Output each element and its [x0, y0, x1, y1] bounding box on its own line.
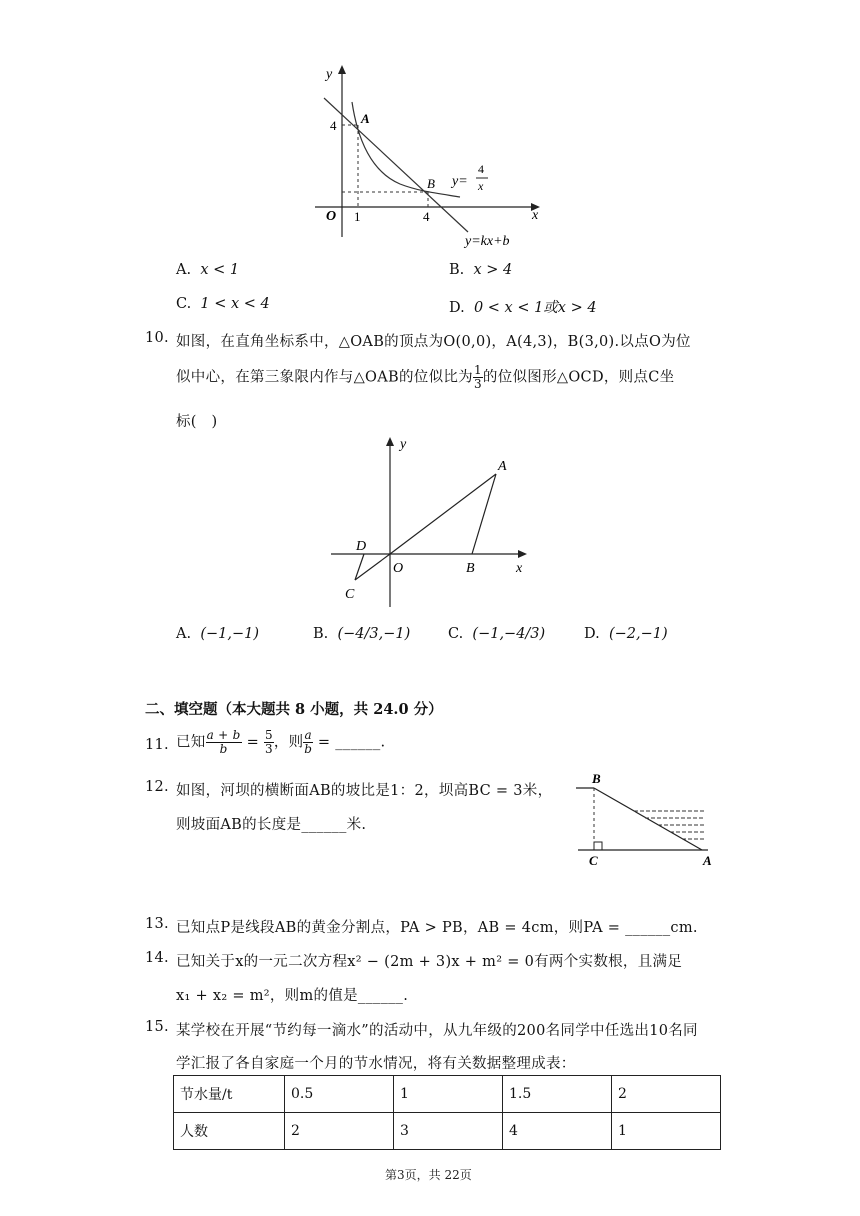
q11-number: 11.: [145, 737, 169, 753]
table-cell: 2: [612, 1076, 721, 1113]
q10-line2: 似中心，在第三象限内作与△OAB的位似比为 $\frac{1}{3}$ 的位似图形△OCD，则点C坐: [176, 363, 675, 391]
graph2-x-label: x: [516, 561, 523, 576]
q11-fraction-1: $\frac{a + b}{b}$: [206, 728, 241, 756]
q14-line1: 已知关于x的一元二次方程x² − (2m + 3)x + m² = 0有两个实数根，且满足: [176, 954, 683, 970]
graph1-origin: O: [326, 209, 337, 224]
table-cell: 节水量/t: [174, 1076, 285, 1113]
q10-option-c[interactable]: C. (−1,−4/3): [448, 626, 546, 642]
graph2-point-c: C: [345, 587, 355, 602]
q15-number: 15.: [145, 1019, 169, 1035]
q10-line3: 标( ): [176, 414, 218, 430]
graph1-tick-x4: 4: [423, 209, 430, 224]
dam-point-a: A: [703, 853, 712, 868]
q10-number: 10.: [145, 330, 169, 346]
graph-similar-triangles: [326, 432, 546, 612]
table-cell: 3: [394, 1113, 503, 1150]
q9-option-d[interactable]: D. 0 < x < 1或x > 4: [449, 300, 597, 316]
graph2-point-b: B: [466, 561, 475, 576]
table-cell: 2: [285, 1113, 394, 1150]
table-row: [174, 1076, 721, 1113]
q11-fraction-2: $\frac{5}{3}$: [264, 728, 273, 756]
graph-inverse-function: [310, 62, 560, 252]
dam-point-b: B: [592, 771, 601, 786]
graph1-y-label: y: [326, 67, 333, 82]
graph1-point-a: A: [361, 111, 370, 126]
q14-number: 14.: [145, 950, 169, 966]
q14-line2: x₁ + x₂ = m²，则m的值是______.: [176, 988, 409, 1004]
graph2-origin: O: [393, 561, 404, 576]
table-cell: 1.5: [503, 1076, 612, 1113]
dam-point-c: C: [589, 853, 598, 868]
graph2-point-d: D: [356, 539, 367, 554]
q15-line2: 学汇报了各自家庭一个月的节水情况，将有关数据整理成表：: [176, 1056, 576, 1072]
table-row: [174, 1113, 721, 1150]
graph2-point-a: A: [498, 459, 507, 474]
q10-option-b[interactable]: B. (−4/3,−1): [313, 626, 411, 642]
q10-option-d[interactable]: D. (−2,−1): [584, 626, 668, 642]
q9-option-a[interactable]: A. x < 1: [176, 262, 240, 278]
graph1-curve-num: 4: [478, 162, 484, 176]
graph1-line-label: y=kx+b: [465, 234, 510, 249]
table-cell: 0.5: [285, 1076, 394, 1113]
q10-line1: 如图，在直角坐标系中，△OAB的顶点为O(0,0)，A(4,3)，B(3,0).以点O为位: [176, 334, 691, 350]
graph1-curve-den: x: [478, 179, 484, 193]
dam-cross-section: [570, 768, 720, 872]
table-cell: 1: [394, 1076, 503, 1113]
q11-fraction-3: $\frac{a}{b}$: [304, 728, 313, 756]
graph1-curve-prefix: y=: [452, 174, 468, 189]
table-cell: 1: [612, 1113, 721, 1150]
q15-line1: 某学校在开展“节约每一滴水”的活动中，从九年级的200名同学中任选出10名同: [176, 1023, 698, 1039]
q13-text: 已知点P是线段AB的黄金分割点，PA > PB，AB = 4cm，则PA = ______cm.: [176, 920, 698, 936]
q10-option-a[interactable]: A. (−1,−1): [176, 626, 259, 642]
q13-number: 13.: [145, 916, 169, 932]
page-footer: 第3页，共 22页: [385, 1168, 472, 1182]
section-heading-fill-in: 二、填空题（本大题共 8 小题，共 24.0 分）: [145, 701, 443, 718]
graph1-tick-y4: 4: [330, 118, 337, 133]
q12-line1: 如图，河坝的横断面AB的坡比是1：2，坝高BC = 3米，: [176, 783, 553, 799]
q9-option-b[interactable]: B. x > 4: [449, 262, 513, 278]
q9-option-c[interactable]: C. 1 < x < 4: [176, 296, 270, 312]
table-cell: 4: [503, 1113, 612, 1150]
graph1-x-label: x: [532, 208, 539, 223]
graph2-y-label: y: [400, 437, 407, 452]
q12-number: 12.: [145, 779, 169, 795]
graph1-tick-x1: 1: [354, 209, 361, 224]
table-cell: 人数: [174, 1113, 285, 1150]
q11-text: 已知 $\frac{a + b}{b}$ = $\frac{5}{3}$ ，则 $\frac{a}{b}$ = ______.: [176, 728, 386, 756]
graph1-point-b: B: [427, 176, 435, 191]
water-saving-table: [173, 1075, 721, 1150]
q10-ratio-fraction: $\frac{1}{3}$: [473, 363, 482, 391]
q12-line2: 则坡面AB的长度是______米.: [176, 817, 367, 833]
